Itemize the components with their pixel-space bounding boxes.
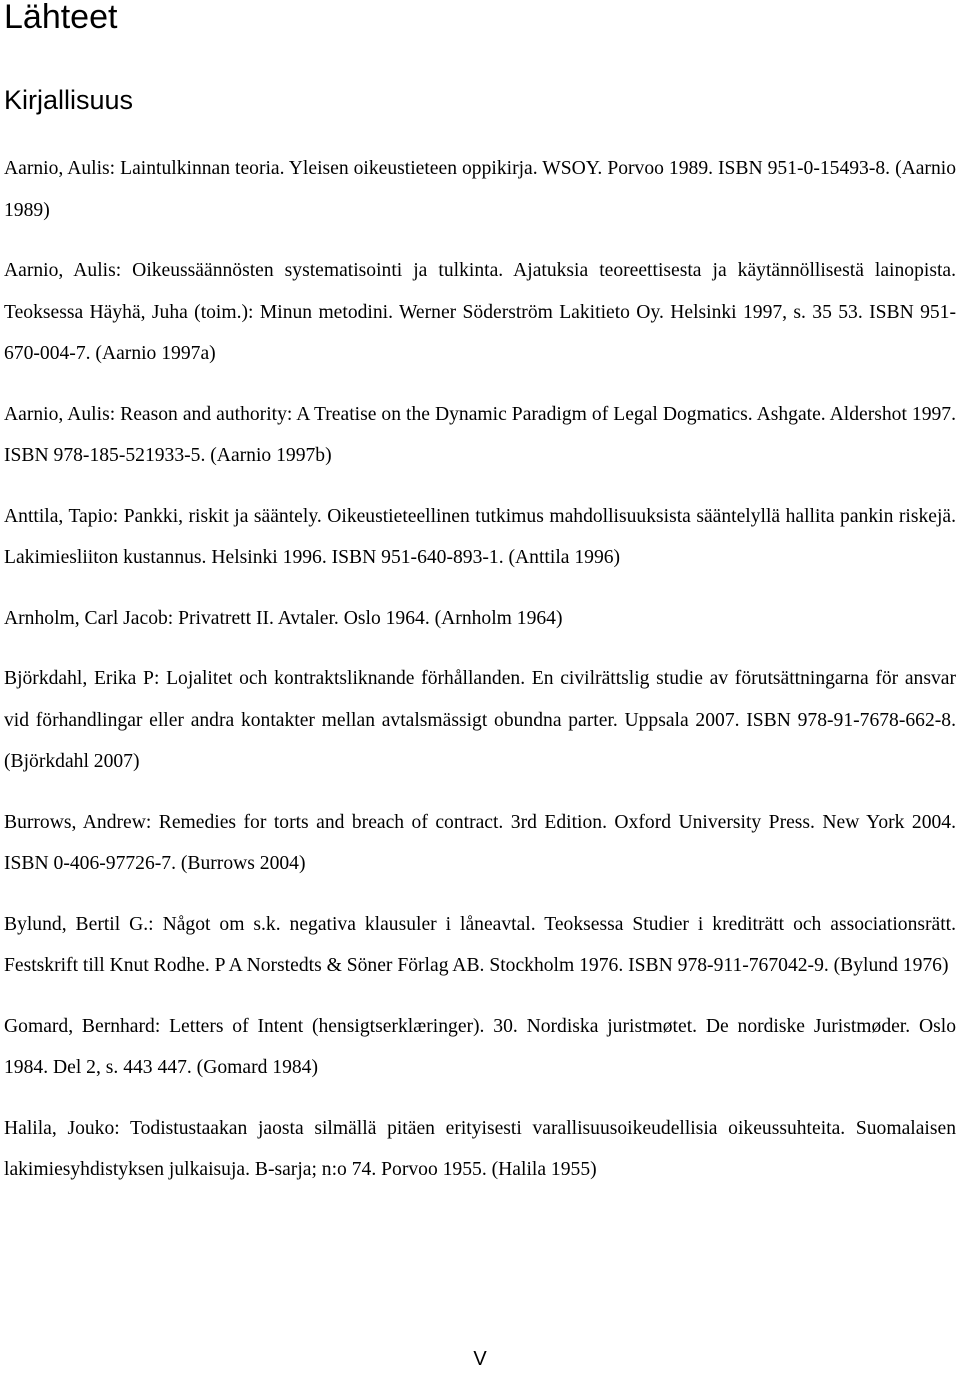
- reference-list: [4, 148, 956, 1210]
- reference-entry: Anttila, Tapio: Pankki, riskit ja sääntely. Oikeustieteellinen tutkimus mahdollisuuksista sääntelyllä hallita pankin riskejä. Lakimiesliiton kustannus. Helsinki 1996. ISBN 951-640-893-1. (Anttila 1996): [4, 505, 956, 568]
- reference-entry: Arnholm, Carl Jacob: Privatrett II. Avtaler. Oslo 1964. (Arnholm 1964): [4, 607, 563, 629]
- reference-entry: Gomard, Bernhard: Letters of Intent (hensigtserklæringer). 30. Nordiska juristmøtet. De nordiske Juristmøder. Oslo 1984. Del 2, s. 443 447. (Gomard 1984): [4, 1015, 956, 1078]
- page-title: Lähteet: [4, 0, 118, 36]
- section-title: Kirjallisuus: [4, 85, 134, 115]
- reference-entry: Halila, Jouko: Todistustaakan jaosta silmällä pitäen erityisesti varallisuusoikeudellisia oikeussuhteita. Suomalaisen lakimiesyhdistyksen julkaisuja. B-sarja; n:o 74. Porvoo 1955. (Halila 1955): [4, 1117, 956, 1180]
- reference-entry: Aarnio, Aulis: Reason and authority: A Treatise on the Dynamic Paradigm of Legal Dogmatics. Ashgate. Aldershot 1997. ISBN 978-185-521933-5. (Aarnio 1997b): [4, 403, 956, 466]
- reference-entry: Bylund, Bertil G.: Något om s.k. negativa klausuler i låneavtal. Teoksessa Studier i krediträtt och associationsrätt. Festskrift till Knut Rodhe. P A Norstedts & Söner Förlag AB. Stockholm 1976. ISBN 978-911-767042-9. (Bylund 1976): [4, 913, 956, 976]
- page-number: V: [473, 1348, 487, 1370]
- reference-entry: Aarnio, Aulis: Laintulkinnan teoria. Yleisen oikeustieteen oppikirja. WSOY. Porvoo 1989. ISBN 951-0-15493-8. (Aarnio 1989): [4, 158, 956, 221]
- reference-entry: Aarnio, Aulis: Oikeussäännösten systematisointi ja tulkinta. Ajatuksia teoreettisesta ja käytännöllisestä lainopista. Teoksessa Häyhä, Juha (toim.): Minun metodini. Werner Söderström Lakitieto Oy. Helsinki 1997, s. 35 53. ISBN 951-670-004-7. (Aarnio 1997a): [4, 260, 956, 364]
- reference-entry: Björkdahl, Erika P: Lojalitet och kontraktsliknande förhållanden. En civilrättslig studie av förutsättningarna för ansvar vid förhandlingar eller andra kontakter mellan avtalsmässigt obundna parter. Uppsala 2007. ISBN 978-91-7678-662-8. (Björkdahl 2007): [4, 668, 956, 772]
- reference-entry: Burrows, Andrew: Remedies for torts and breach of contract. 3rd Edition. Oxford University Press. New York 2004. ISBN 0-406-97726-7. (Burrows 2004): [4, 811, 956, 874]
